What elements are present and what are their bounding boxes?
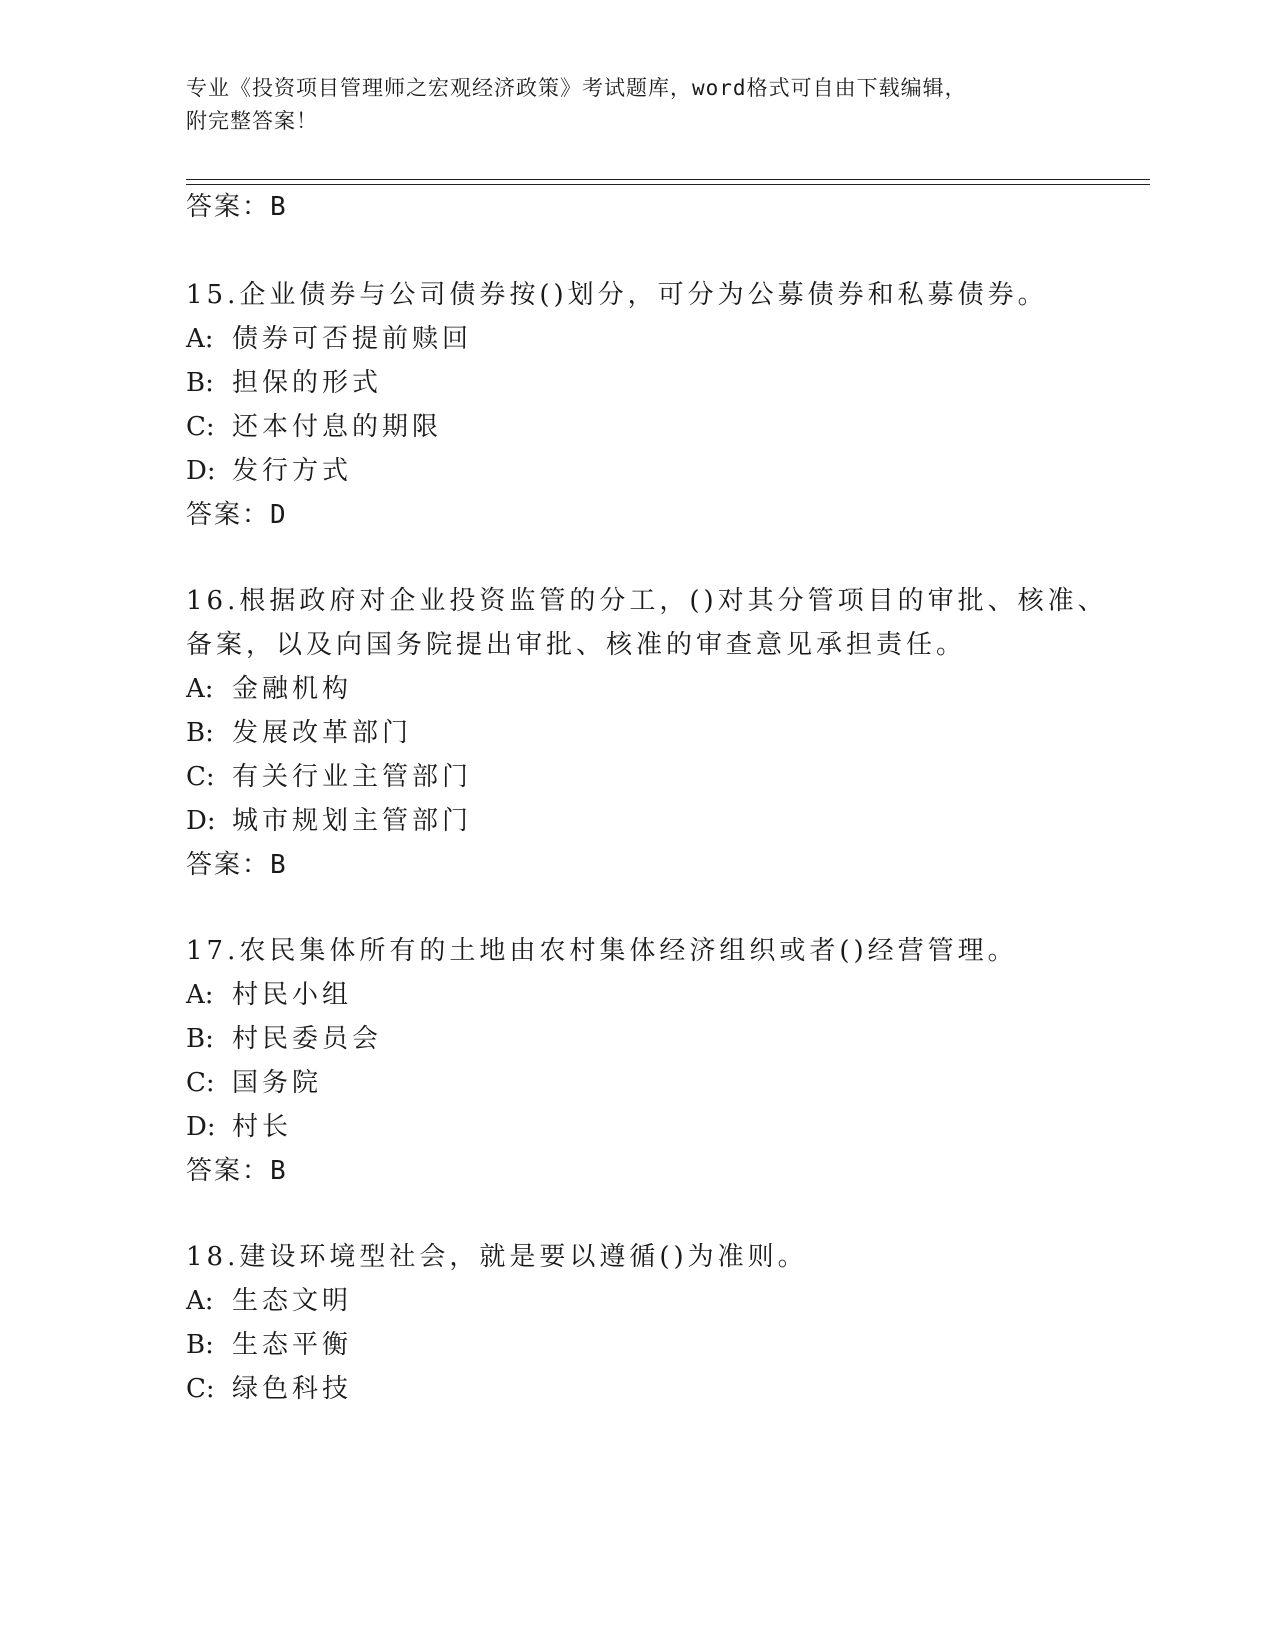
header-divider-bottom [186, 184, 1150, 185]
question-17-answer: 答案：B [186, 1156, 288, 1186]
question-18-option-a [186, 1284, 352, 1318]
question-16-stem-line-2: 备案，以及向国务院提出审批、核准的审查意见承担责任。 [186, 630, 967, 660]
option-text: 发行方式 [232, 456, 353, 486]
question-18-option-b [186, 1328, 352, 1362]
option-text: 村民小组 [232, 980, 353, 1010]
option-letter: C: [186, 1068, 215, 1098]
option-text: 担保的形式 [232, 368, 383, 398]
question-15-option-a [186, 322, 472, 356]
option-letter: C: [186, 412, 215, 442]
header-intro-line-1: 专业《投资项目管理师之宏观经济政策》考试题库，word格式可自由下载编辑， [186, 76, 967, 100]
question-15-option-c [186, 410, 442, 444]
option-letter: B: [186, 368, 214, 398]
option-letter: B: [186, 1024, 214, 1054]
option-text: 生态文明 [232, 1286, 353, 1316]
question-16-option-c [186, 760, 472, 794]
option-text: 发展改革部门 [232, 718, 413, 748]
option-text: 有关行业主管部门 [232, 762, 473, 792]
question-15-answer: 答案：D [186, 500, 288, 530]
question-15-option-d [186, 454, 352, 488]
question-18-option-c [186, 1372, 352, 1406]
question-16-stem-line-1: 16.根据政府对企业投资监管的分工，()对其分管项目的审批、核准、 [186, 586, 1108, 616]
previous-answer: 答案：B [186, 192, 288, 222]
option-letter: C: [186, 1374, 215, 1404]
option-letter: B: [186, 1330, 214, 1360]
option-letter: A: [186, 1286, 214, 1316]
option-text: 国务院 [232, 1068, 323, 1098]
option-text: 城市规划主管部门 [232, 806, 473, 836]
question-17-option-d [186, 1110, 292, 1144]
header-divider-top [186, 179, 1150, 180]
option-letter: A: [186, 324, 214, 354]
option-letter: B: [186, 718, 214, 748]
question-15-stem: 15.企业债券与公司债券按()划分，可分为公募债券和私募债券。 [186, 280, 1048, 310]
document-header [186, 72, 1066, 138]
question-16-option-d [186, 804, 472, 838]
question-15-option-b [186, 366, 382, 400]
option-letter: D: [186, 1112, 216, 1142]
question-16-option-b [186, 716, 412, 750]
question-17-option-c [186, 1066, 322, 1100]
option-letter: D: [186, 806, 216, 836]
question-17-option-a [186, 978, 352, 1012]
option-letter: A: [186, 980, 214, 1010]
option-letter: A: [186, 674, 214, 704]
option-text: 还本付息的期限 [232, 412, 443, 442]
question-18-stem: 18.建设环境型社会，就是要以遵循()为准则。 [186, 1242, 808, 1272]
option-text: 绿色科技 [232, 1374, 353, 1404]
option-text: 村民委员会 [232, 1024, 383, 1054]
option-text: 生态平衡 [232, 1330, 353, 1360]
question-17-option-b [186, 1022, 382, 1056]
option-text: 债券可否提前赎回 [232, 324, 473, 354]
header-intro-line-2: 附完整答案！ [186, 109, 318, 133]
question-17-stem: 17.农民集体所有的土地由农村集体经济组织或者()经营管理。 [186, 936, 1018, 966]
option-text: 村长 [232, 1112, 293, 1142]
question-16-option-a [186, 672, 352, 706]
question-16-answer: 答案：B [186, 850, 288, 880]
option-letter: C: [186, 762, 215, 792]
option-letter: D: [186, 456, 216, 486]
option-text: 金融机构 [232, 674, 353, 704]
